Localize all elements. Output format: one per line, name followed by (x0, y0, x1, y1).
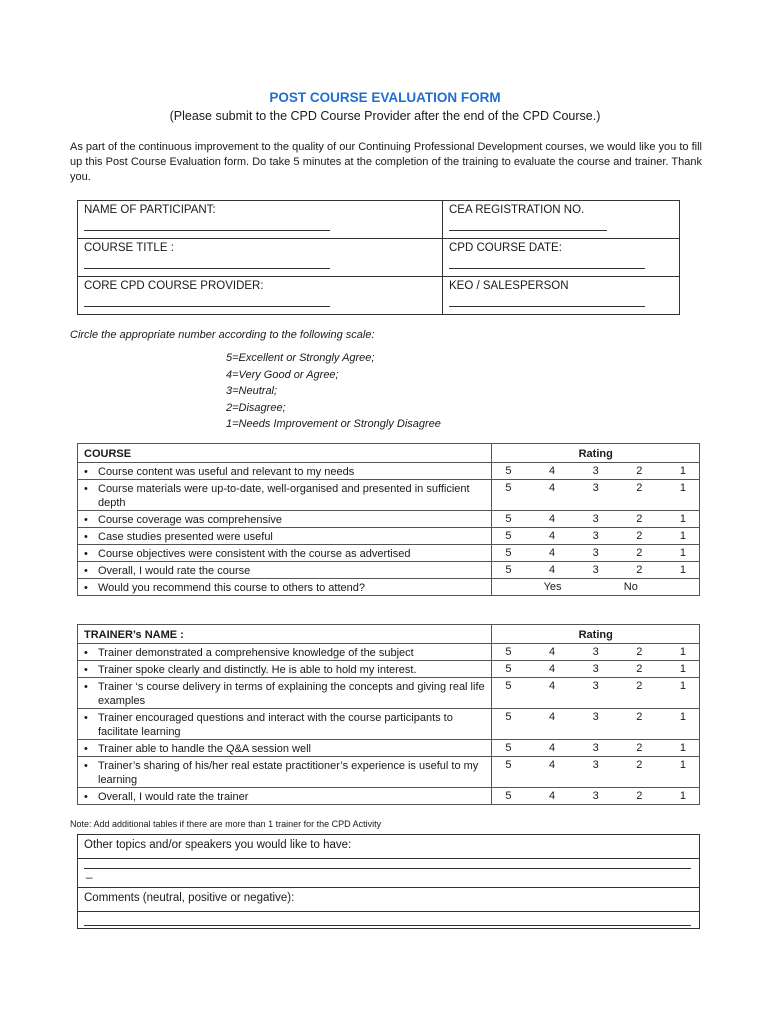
participant-name-field[interactable] (78, 220, 443, 239)
scale-item: 4=Very Good or Agree; (226, 368, 339, 381)
rating-option[interactable]: 4 (549, 465, 556, 477)
rating-option[interactable]: 4 (549, 663, 556, 675)
rating-options (500, 759, 691, 771)
rating-option[interactable]: 5 (505, 646, 512, 658)
course-title-label: COURSE TITLE : (78, 239, 443, 259)
rating-option[interactable]: 3 (592, 742, 599, 754)
bullet: • (84, 647, 88, 659)
question-text: Trainer demonstrated a comprehensive knowledge of the subject (98, 647, 414, 659)
bullet: • (84, 582, 88, 594)
comments-label: Comments (neutral, positive or negative): (78, 888, 700, 912)
recommend-question: Would you recommend this course to others to attend? (98, 582, 365, 594)
keo-salesperson-field[interactable] (443, 296, 680, 315)
rating-option[interactable]: 3 (592, 547, 599, 559)
rating-option[interactable]: 4 (549, 564, 556, 576)
bullet: • (84, 791, 88, 803)
rating-option[interactable]: 1 (679, 663, 687, 675)
bullet: • (84, 483, 88, 495)
scale-instruction: Circle the appropriate number according to the following scale: (70, 329, 375, 341)
rating-option[interactable]: 2 (636, 711, 643, 723)
rating-option[interactable]: 4 (549, 759, 556, 771)
rating-option[interactable]: 5 (505, 790, 512, 802)
rating-option[interactable]: 1 (679, 482, 687, 494)
topics-dash: _ (86, 867, 93, 879)
rating-option[interactable]: 1 (679, 680, 687, 692)
intro-paragraph: As part of the continuous improvement to the quality of our Continuing Professional Development courses, we would like you to fill up this Post Course Evaluation form. Do take 5 minutes at the completion of the training to evaluate the course and trainer. Thank you. (70, 141, 702, 183)
table-row (78, 740, 700, 757)
table-row (78, 463, 700, 480)
rating-option[interactable]: 5 (505, 663, 512, 675)
table-row (78, 480, 700, 511)
question-text: Trainer ‘s course delivery in terms of explaining the concepts and giving real life examples (98, 681, 485, 707)
bullet: • (84, 565, 88, 577)
scale-item: 2=Disagree; (226, 401, 286, 414)
question-text: Trainer able to handle the Q&A session well (98, 743, 311, 755)
question-text: Case studies presented were useful (98, 531, 273, 543)
course-provider-field[interactable] (78, 296, 443, 315)
rating-option[interactable]: 5 (505, 513, 512, 525)
rating-option[interactable]: 4 (549, 711, 556, 723)
rating-option[interactable]: 5 (505, 482, 512, 494)
course-rating-table (77, 443, 700, 596)
rating-option[interactable]: 3 (592, 482, 599, 494)
rating-option[interactable]: 3 (592, 530, 599, 542)
rating-option[interactable]: 1 (679, 564, 687, 576)
additional-trainer-note: Note: Add additional tables if there are more than 1 trainer for the CPD Activity (70, 819, 382, 829)
table-row (78, 528, 700, 545)
rating-option[interactable]: 3 (592, 564, 599, 576)
rating-option[interactable]: 2 (636, 790, 643, 802)
participant-name-label: NAME OF PARTICIPANT: (78, 201, 443, 221)
rating-option[interactable]: 4 (549, 547, 556, 559)
rating-option[interactable]: 1 (679, 547, 687, 559)
page-title: POST COURSE EVALUATION FORM (269, 90, 501, 105)
rating-option[interactable]: 5 (505, 564, 512, 576)
rating-option[interactable]: 1 (679, 790, 687, 802)
question-text: Course objectives were consistent with the course as advertised (98, 548, 411, 560)
rating-option[interactable]: 1 (679, 742, 687, 754)
rating-option[interactable]: 1 (679, 530, 687, 542)
rating-options (500, 663, 691, 675)
rating-option[interactable]: 4 (549, 790, 556, 802)
rating-option[interactable]: 5 (505, 759, 512, 771)
table-row (78, 788, 700, 805)
rating-option[interactable]: 4 (549, 482, 556, 494)
rating-option[interactable]: 5 (505, 680, 512, 692)
course-provider-label: CORE CPD COURSE PROVIDER: (78, 277, 443, 297)
question-text: Course coverage was comprehensive (98, 514, 283, 526)
rating-option[interactable]: 1 (679, 513, 687, 525)
scale-item: 5=Excellent or Strongly Agree; (226, 352, 375, 364)
rating-option[interactable]: 2 (636, 646, 643, 658)
scale-item: 1=Needs Improvement or Strongly Disagree (226, 418, 441, 430)
bullet: • (84, 712, 88, 724)
rating-option[interactable]: 2 (636, 564, 643, 576)
table-row (78, 661, 700, 678)
rating-options (500, 564, 691, 576)
table-row (78, 579, 700, 596)
bullet: • (84, 548, 88, 560)
question-text: Trainer spoke clearly and distinctly. He is able to hold my interest. (98, 664, 417, 676)
rating-options (500, 482, 691, 494)
rating-option[interactable]: 2 (636, 530, 643, 542)
participant-info-table (77, 200, 680, 315)
cea-registration-field[interactable] (443, 220, 680, 239)
question-text: Course materials were up-to-date, well-organised and presented in sufficient depth (98, 483, 470, 509)
question-text: Course content was useful and relevant to my needs (98, 466, 355, 478)
yes-option[interactable]: Yes (543, 581, 562, 593)
rating-option[interactable]: 4 (549, 646, 556, 658)
rating-option[interactable]: 1 (679, 711, 687, 723)
table-row (78, 545, 700, 562)
table-row (78, 511, 700, 528)
rating-option[interactable]: 5 (505, 530, 512, 542)
table-row (78, 709, 700, 740)
bullet: • (84, 514, 88, 526)
course-date-field[interactable] (443, 258, 680, 277)
rating-option[interactable]: 3 (592, 711, 599, 723)
rating-options (500, 513, 691, 525)
rating-option[interactable]: 2 (636, 680, 643, 692)
rating-option[interactable]: 3 (592, 759, 599, 771)
rating-option[interactable]: 5 (505, 547, 512, 559)
course-header: COURSE (78, 444, 492, 463)
trainer-name-header: TRAINER’s NAME : (78, 625, 492, 644)
rating-options (500, 465, 691, 477)
bullet: • (84, 466, 88, 478)
other-feedback-table (77, 834, 700, 929)
rating-option[interactable]: 5 (505, 465, 512, 477)
question-text: Overall, I would rate the course (98, 565, 251, 577)
course-title-field[interactable] (78, 258, 443, 277)
rating-option[interactable]: 4 (549, 530, 556, 542)
bullet: • (84, 681, 88, 693)
page-subtitle: (Please submit to the CPD Course Provider after the end of the CPD Course.) (169, 109, 601, 123)
scale-item: 3=Neutral; (226, 385, 278, 397)
rating-option[interactable]: 3 (592, 680, 599, 692)
course-date-label: CPD COURSE DATE: (443, 239, 680, 259)
rating-option[interactable]: 3 (592, 663, 599, 675)
comments-field[interactable] (78, 912, 700, 929)
cea-registration-label: CEA REGISTRATION NO. (443, 201, 680, 221)
bullet: • (84, 531, 88, 543)
other-topics-label: Other topics and/or speakers you would like to have: (78, 835, 700, 859)
rating-scale (226, 350, 441, 433)
rating-option[interactable]: 1 (679, 646, 687, 658)
rating-option[interactable]: 2 (636, 663, 643, 675)
rating-option[interactable]: 1 (679, 759, 687, 771)
rating-option[interactable]: 2 (636, 482, 643, 494)
rating-option[interactable]: 2 (636, 742, 643, 754)
rating-option[interactable]: 4 (549, 742, 556, 754)
rating-option[interactable]: 5 (505, 742, 512, 754)
rating-option[interactable]: 4 (549, 680, 556, 692)
table-row (78, 562, 700, 579)
rating-option[interactable]: 2 (636, 513, 643, 525)
rating-options (500, 680, 691, 692)
bullet: • (84, 743, 88, 755)
rating-option[interactable]: 1 (679, 465, 687, 477)
other-topics-field[interactable] (78, 859, 700, 888)
course-rating-header: Rating (492, 444, 700, 463)
rating-options (500, 646, 691, 658)
rating-option[interactable]: 2 (636, 465, 643, 477)
rating-options (500, 790, 691, 802)
rating-options (500, 530, 691, 542)
table-row (78, 678, 700, 709)
rating-options (500, 711, 691, 723)
question-text: Trainer’s sharing of his/her real estate practitioner’s experience is useful to my learning (98, 760, 479, 786)
table-row (78, 644, 700, 661)
trainer-rating-table (77, 624, 700, 805)
rating-option[interactable]: 3 (592, 790, 599, 802)
rating-options (500, 547, 691, 559)
rating-option[interactable]: 3 (592, 465, 599, 477)
rating-option[interactable]: 2 (636, 759, 643, 771)
question-text: Trainer encouraged questions and interact with the course participants to facilitate learning (98, 712, 453, 738)
rating-option[interactable]: 2 (636, 547, 643, 559)
bullet: • (84, 664, 88, 676)
no-option[interactable]: No (623, 581, 638, 593)
bullet: • (84, 760, 88, 772)
keo-salesperson-label: KEO / SALESPERSON (443, 277, 680, 297)
table-row (78, 757, 700, 788)
trainer-rating-header: Rating (492, 625, 700, 644)
rating-option[interactable]: 3 (592, 646, 599, 658)
rating-options (500, 742, 691, 754)
rating-option[interactable]: 5 (505, 711, 512, 723)
rating-option[interactable]: 3 (592, 513, 599, 525)
question-text: Overall, I would rate the trainer (98, 791, 249, 803)
rating-option[interactable]: 4 (549, 513, 556, 525)
